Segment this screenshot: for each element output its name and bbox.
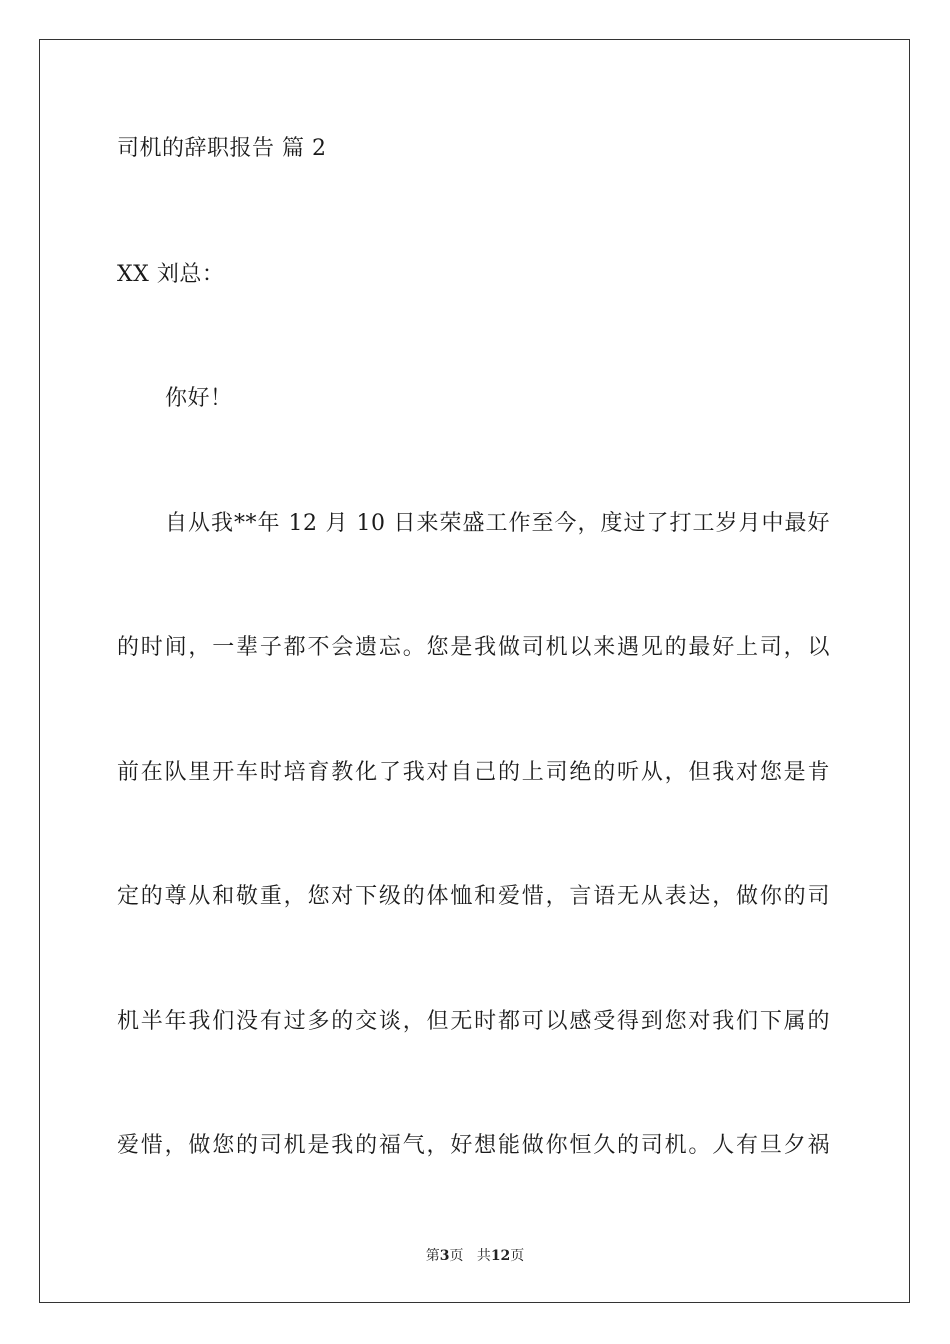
- total-suffix: 页: [510, 1248, 525, 1264]
- total-pages: 12: [490, 1248, 511, 1264]
- page-prefix: 第: [425, 1248, 440, 1264]
- page-border: [39, 39, 910, 1303]
- total-prefix: 共: [476, 1248, 491, 1264]
- page-number: 3: [439, 1248, 450, 1264]
- page-suffix: 页: [449, 1248, 464, 1264]
- salutation: XX 刘总：: [117, 262, 225, 287]
- body-line-2: 的时间，一辈子都不会遗忘。您是我做司机以来遇见的最好上司，以: [117, 635, 830, 660]
- body-line-4: 定的尊从和敬重，您对下级的体恤和爱惜，言语无从表达，做你的司: [117, 884, 830, 909]
- body-line-5: 机半年我们没有过多的交谈，但无时都可以感受得到您对我们下属的: [117, 1009, 830, 1034]
- body-line-3: 前在队里开车时培育教化了我对自己的上司绝的听从，但我对您是肯: [117, 760, 830, 785]
- page-footer: [0, 1247, 950, 1265]
- body-line-1: 自从我**年 12 月 10 日来荣盛工作至今，度过了打工岁月中最好: [165, 511, 830, 536]
- body-line-6: 爱惜，做您的司机是我的福气，好想能做你恒久的司机。人有旦夕祸: [117, 1133, 830, 1158]
- greeting: 你好！: [165, 386, 233, 411]
- document-title: 司机的辞职报告 篇 2: [117, 136, 327, 161]
